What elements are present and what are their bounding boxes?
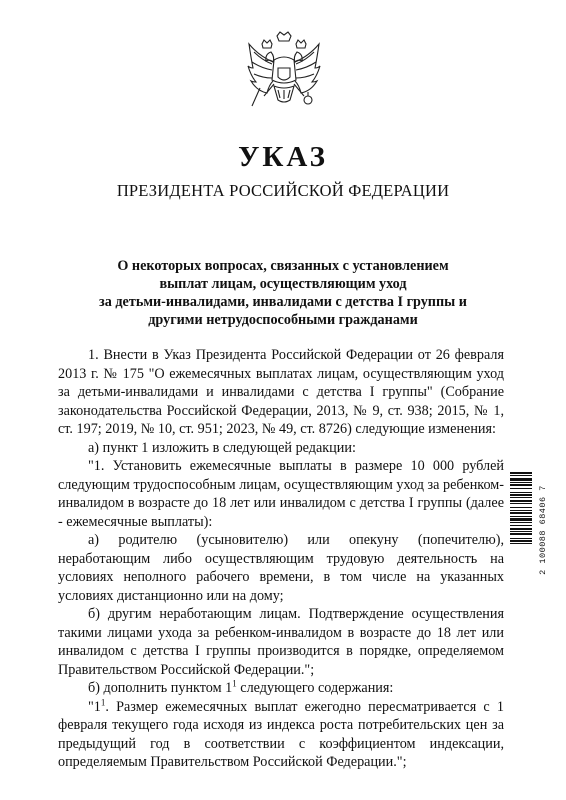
heading-line: другими нетрудоспособными гражданами (148, 312, 418, 328)
paragraph-item-b (58, 679, 504, 698)
point-text: . Размер ежемесячных выплат ежегодно пересматривается с 1 февраля текущего года исходя из индекса роста потребительских цен за предыдущий год в соответствии с коэффициентом индексации, определяемым Правительством Российской Федерации."; (58, 698, 504, 770)
decree-heading (90, 257, 476, 329)
document-subtitle: ПРЕЗИДЕНТА РОССИЙСКОЙ ФЕДЕРАЦИИ (116, 181, 450, 200)
superscript: 1 (100, 696, 106, 707)
document-title: УКАЗ (238, 141, 328, 173)
heading-line: за детьми-инвалидами, инвалидами с детства I группы и (99, 294, 467, 310)
paragraph-1: 1. Внести в Указ Президента Российской Федерации от 26 февраля 2013 г. № 175 "О ежемесячных выплатах лицам, осуществляющим уход за детьми-инвалидами и инвалидами с детства I группы" (Собрание законодательства Российской Федерации, 2013, № 9, ст. 938; 2015, № 1, ст. 197; 2019, № 10, ст. 951; 2023, № 49, ст. 8726) следующие изменения: (58, 347, 504, 437)
barcode-number: 2 100088 68406 7 (538, 485, 548, 575)
heading-line: О некоторых вопросах, связанных с установлением (117, 258, 449, 274)
paragraph-quoted-point-1: "1. Установить ежемесячные выплаты в размере 10 000 рублей следующим трудоспособным лицам, осуществляющим уход за ребенком-инвалидом в возрасте до 18 лет или инвалидом с детства I группы (далее - ежемесячные выплаты): (58, 458, 504, 530)
paragraph-subitem-b: б) другим неработающим лицам. Подтверждение осуществления такими лицами ухода за ребенком-инвалидом в возрасте до 18 лет или инвалидом с детства I группы производится в порядке, определяемом Правительством Российской Федерации."; (58, 606, 504, 678)
paragraph-item-a: а) пункт 1 изложить в следующей редакции: (88, 439, 356, 456)
coat-of-arms-emblem (244, 30, 324, 124)
heading-line: выплат лицам, осуществляющим уход (159, 276, 407, 292)
decree-body (58, 346, 504, 772)
item-b-text-end: следующего содержания: (236, 680, 394, 696)
superscript: 1 (232, 678, 237, 689)
paragraph-quoted-point-1-1 (58, 698, 504, 772)
point-number: "1 (88, 698, 101, 715)
item-b-text: б) дополнить пунктом 1 (88, 680, 233, 696)
paragraph-subitem-a: а) родителю (усыновителю) или опекуну (попечителю), неработающим либо осуществляющим трудовую деятельность на условиях неполного рабочего времени, в том числе на указанных условиях дистанционно или на дому; (58, 532, 504, 604)
